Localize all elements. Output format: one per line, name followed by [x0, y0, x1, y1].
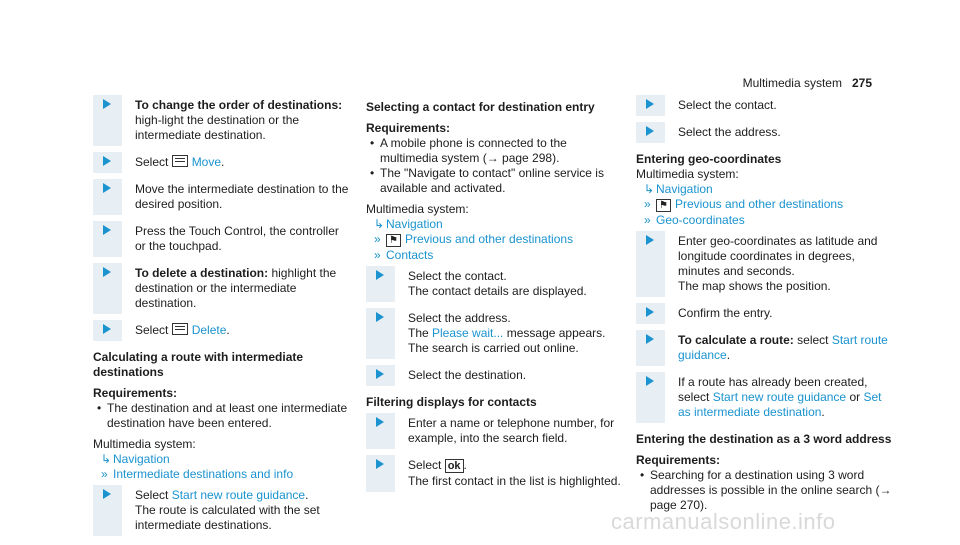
step-select-move [93, 155, 349, 170]
step-arrow-icon [376, 270, 384, 280]
delete-menu-item: Delete [191, 323, 227, 337]
page-header [743, 76, 872, 90]
step-text: Select [408, 458, 445, 472]
double-chevron-icon: » [374, 232, 381, 246]
step-result-text: The first contact in the list is highlighted. [408, 474, 621, 488]
step-result-text: The contact details are displayed. [408, 284, 587, 298]
step-arrow-icon [646, 334, 654, 344]
step-start-guidance [93, 488, 349, 533]
step-result-text: The route is calculated with the set intermediate destinations. [135, 503, 320, 532]
menu-path-item: Previous and other destinations [674, 197, 844, 211]
step-text: high-light the destination or the intermediate destination. [135, 113, 300, 142]
double-chevron-icon: » [644, 213, 651, 227]
step-text: Enter geo-coordinates as latitude and longitude coordinates in degrees, minutes and seconds. [678, 234, 878, 278]
watermark: carmanualsonline.info [611, 509, 836, 534]
column-3 [636, 98, 892, 513]
step-arrow-icon [103, 183, 111, 193]
step-select-address [636, 125, 892, 140]
step-calculate-route [636, 333, 892, 363]
step-text: Select the contact. [678, 98, 777, 112]
multimedia-system-label: Multimedia system: [93, 437, 196, 451]
move-menu-item: Move [191, 155, 222, 169]
requirement-item: • Searching for a destination using 3 word addresses is possible in the online search (→ page 270). [636, 468, 892, 513]
step-arrow-icon [103, 324, 111, 334]
step-text: highlight the destination or the intermediate destination. [135, 266, 337, 310]
step-enter-geo [636, 234, 892, 294]
step-text: . [305, 488, 309, 502]
requirement-item: • The destination and at least one intermediate destination have been entered. [93, 401, 349, 431]
step-arrow-icon [376, 369, 384, 379]
step-confirm-entry [636, 306, 892, 321]
step-arrow-icon [103, 225, 111, 235]
step-arrow-icon [103, 489, 111, 499]
step-text: message appears. The search is carried out online. [408, 326, 606, 355]
flag-icon: ⚑ [656, 199, 671, 212]
section-heading: Calculating a route with intermediate destinations [93, 350, 304, 379]
set-as-intermediate-item: Set as intermediate destination [678, 390, 882, 419]
step-arrow-icon [376, 417, 384, 427]
menu-path-item: Geo-coordinates [656, 213, 745, 227]
double-chevron-icon: » [101, 467, 108, 481]
menu-icon [172, 323, 188, 335]
return-arrow-icon: ↳ [101, 452, 112, 466]
step-select-contact [636, 98, 892, 113]
ok-key-icon: ok [445, 459, 464, 473]
requirement-item: • A mobile phone is connected to the multimedia system (→ page 298). [366, 136, 622, 166]
multimedia-system-label: Multimedia system: [636, 167, 739, 181]
step-move-destination [93, 182, 349, 212]
start-new-route-guidance-item: Start new route guidance [171, 488, 306, 502]
step-bold-text: To change the order of destinations: [135, 98, 343, 112]
requirements-label: Requirements: [366, 121, 451, 135]
step-arrow-icon [646, 99, 654, 109]
step-text: . [821, 405, 825, 419]
step-arrow-icon [646, 235, 654, 245]
step-text: . [226, 323, 230, 337]
menu-path-item: Navigation [656, 182, 713, 196]
menu-path-item: Contacts [386, 248, 434, 262]
requirement-item: • The "Navigate to contact" online service is available and activated. [366, 166, 622, 196]
step-arrow-icon [646, 376, 654, 386]
menu-path [366, 217, 622, 263]
start-route-guidance-item: Start route guidance [678, 333, 888, 362]
flag-icon: ⚑ [386, 234, 401, 247]
step-arrow-icon [376, 459, 384, 469]
step-select-ok [366, 458, 622, 489]
menu-path-item: Intermediate destinations and info [113, 467, 294, 481]
step-bold-text: To calculate a route: [678, 333, 794, 347]
section-heading: Filtering displays for contacts [366, 395, 537, 409]
step-text: Select the address. [678, 125, 781, 139]
step-press-control [93, 224, 349, 254]
step-result-text: The map shows the position. [678, 279, 831, 293]
section-heading: Entering the destination as a 3 word address [636, 432, 892, 446]
step-arrow-icon [646, 307, 654, 317]
step-text: The [408, 326, 433, 340]
step-text: select [793, 333, 832, 347]
column-2 [366, 98, 622, 501]
step-text: Select the address. [408, 311, 511, 325]
step-arrow-icon [103, 156, 111, 166]
step-text: or [846, 390, 864, 404]
step-text: Select [135, 323, 172, 337]
start-new-route-guidance-item: Start new route guidance [712, 390, 847, 404]
multimedia-system-label: Multimedia system: [366, 202, 469, 216]
section-heading: Entering geo-coordinates [636, 152, 782, 166]
step-text: Select [135, 488, 172, 502]
step-text: . [726, 348, 731, 362]
step-arrow-icon [103, 267, 111, 277]
section-heading: Selecting a contact for destination entry [366, 100, 595, 114]
step-select-contact [366, 269, 622, 299]
step-text: Press the Touch Control, the controller or the touchpad. [135, 224, 339, 253]
step-text: Select the contact. [408, 269, 507, 283]
step-text: Confirm the entry. [678, 306, 773, 320]
menu-path-item: Navigation [113, 452, 170, 466]
step-text: Select the destination. [408, 368, 527, 382]
double-chevron-icon: » [644, 197, 651, 211]
requirements-label: Requirements: [636, 453, 721, 467]
menu-path [636, 182, 892, 228]
requirements-label: Requirements: [93, 386, 178, 400]
please-wait-message: Please wait... [432, 326, 504, 340]
column-1 [93, 98, 349, 545]
step-text: . [221, 155, 225, 169]
step-route-created [636, 375, 892, 420]
step-select-destination [366, 368, 622, 383]
step-select-address [366, 311, 622, 356]
double-chevron-icon: » [374, 248, 381, 262]
step-text: Move the intermediate destination to the desired position. [135, 182, 349, 211]
step-arrow-icon [646, 126, 654, 136]
return-arrow-icon: ↳ [644, 182, 655, 196]
step-text: Enter a name or telephone number, for example, into the search field. [408, 416, 615, 445]
step-arrow-icon [103, 99, 111, 109]
page-number: 275 [851, 76, 872, 90]
menu-icon [172, 155, 188, 167]
step-enter-name [366, 416, 622, 446]
section-title: Multimedia system [742, 76, 842, 90]
menu-path-item: Previous and other destinations [404, 232, 574, 246]
step-text: . [463, 458, 467, 472]
return-arrow-icon: ↳ [374, 217, 385, 231]
step-select-delete [93, 323, 349, 338]
menu-path [93, 452, 349, 482]
step-bold-text: To delete a destination: [135, 266, 269, 280]
step-text: If a route has already been created, select [678, 375, 868, 404]
step-text: Select [135, 155, 172, 169]
step-arrow-icon [376, 312, 384, 322]
step-delete-destination [93, 266, 349, 311]
menu-path-item: Navigation [386, 217, 443, 231]
step-change-order [93, 98, 349, 143]
